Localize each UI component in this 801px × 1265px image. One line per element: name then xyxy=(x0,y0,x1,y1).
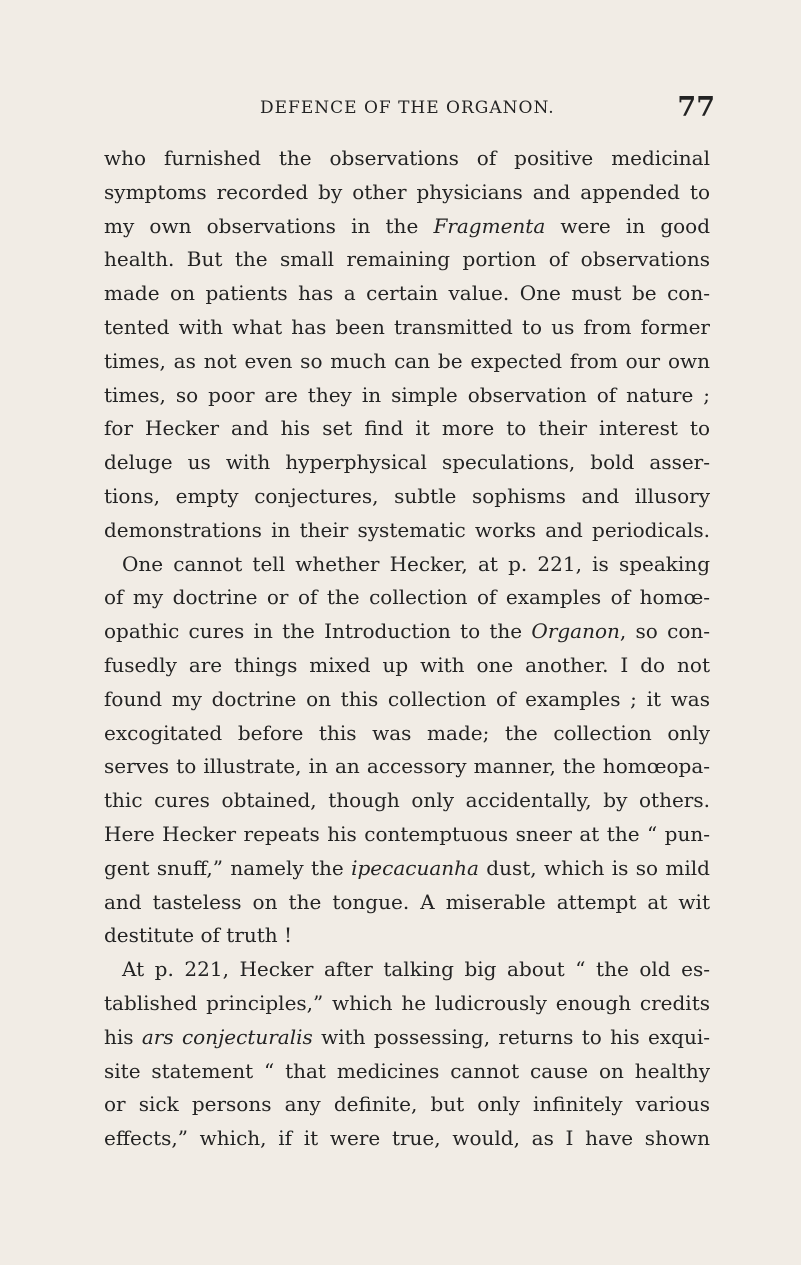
text-segment: symptoms recorded by other physicians and appended to xyxy=(104,179,710,204)
text-segment: effects,” which, if it were true, would, as I have shown xyxy=(104,1126,710,1151)
text-segment: my own observations in the xyxy=(104,213,434,238)
text-segment: , so con- xyxy=(619,619,710,644)
text-segment: deluge us with hyperphysical speculations, bold asser- xyxy=(104,450,710,475)
text-segment: health. But the small remaining portion of observations xyxy=(104,247,710,272)
text-segment: site statement “ that medicines cannot cause on healthy xyxy=(104,1058,710,1083)
text-line xyxy=(104,1122,710,1156)
italic-text: Fragmenta xyxy=(433,213,546,238)
text-line xyxy=(104,717,710,751)
text-segment: were in good xyxy=(545,213,711,238)
text-line xyxy=(104,1055,710,1089)
text-line xyxy=(104,886,710,920)
text-line xyxy=(104,548,710,582)
text-segment: destitute of truth ! xyxy=(104,923,293,948)
text-line xyxy=(104,412,710,446)
text-segment: dust, which is so mild xyxy=(478,855,710,880)
text-segment: gent snuff,” namely the xyxy=(104,855,352,880)
text-line xyxy=(104,919,710,953)
text-line xyxy=(104,615,710,649)
running-head xyxy=(260,92,715,126)
text-segment: his xyxy=(104,1024,142,1049)
italic-text: Organon xyxy=(531,619,620,644)
text-line xyxy=(104,649,710,683)
italic-text: ipecacuanha xyxy=(351,855,479,880)
text-line xyxy=(104,311,710,345)
text-segment: found my doctrine on this collection of examples ; it was xyxy=(104,686,710,711)
text-segment: excogitated before this was made; the collection only xyxy=(104,720,710,745)
text-segment: of my doctrine or of the collection of examples of homœ- xyxy=(104,585,710,610)
text-segment: demonstrations in their systematic works and periodicals. xyxy=(104,517,710,542)
text-segment: serves to illustrate, in an accessory manner, the homœopa- xyxy=(104,754,710,779)
text-line xyxy=(104,446,710,480)
text-line xyxy=(104,683,710,717)
text-segment: made on patients has a certain value. One must be con- xyxy=(104,281,710,306)
text-line xyxy=(104,514,710,548)
text-line xyxy=(104,345,710,379)
text-line xyxy=(104,243,710,277)
text-segment: times, so poor are they in simple observation of nature ; xyxy=(104,382,710,407)
text-segment: tions, empty conjectures, subtle sophisms and illusory xyxy=(104,483,710,508)
text-segment: and tasteless on the tongue. A miserable attempt at wit xyxy=(104,889,710,914)
text-line xyxy=(104,852,710,886)
text-segment: tented with what has been transmitted to us from former xyxy=(104,314,710,339)
text-line xyxy=(104,210,710,244)
page-number: 77 xyxy=(677,92,715,123)
text-line xyxy=(104,953,710,987)
text-line xyxy=(104,581,710,615)
text-line xyxy=(104,784,710,818)
text-line xyxy=(104,818,710,852)
text-line xyxy=(104,142,710,176)
running-title: DEFENCE OF THE ORGANON. xyxy=(260,98,555,118)
text-segment: for Hecker and his set find it more to their interest to xyxy=(104,416,710,441)
italic-text: ars conjecturalis xyxy=(141,1024,313,1049)
text-segment: times, as not even so much can be expected from our own xyxy=(104,348,710,373)
text-segment: thic cures obtained, though only accidentally, by others. xyxy=(104,788,710,813)
text-line xyxy=(104,480,710,514)
text-segment: or sick persons any definite, but only infinitely various xyxy=(104,1092,710,1117)
text-line xyxy=(104,1088,710,1122)
text-line xyxy=(104,1021,710,1055)
text-line xyxy=(104,987,710,1021)
text-line xyxy=(104,750,710,784)
text-line xyxy=(104,277,710,311)
text-segment: opathic cures in the Introduction to the xyxy=(104,619,532,644)
text-segment: At p. 221, Hecker after talking big about “ the old es- xyxy=(122,957,710,982)
text-segment: One cannot tell whether Hecker, at p. 221, is speaking xyxy=(122,551,710,576)
text-segment: Here Hecker repeats his contemptuous sneer at the “ pun- xyxy=(104,821,710,846)
text-line xyxy=(104,379,710,413)
body-text xyxy=(104,142,710,1156)
text-segment: who furnished the observations of positive medicinal xyxy=(104,146,710,170)
text-segment: tablished principles,” which he ludicrously enough credits xyxy=(104,990,710,1015)
text-segment: fusedly are things mixed up with one another. I do not xyxy=(104,652,710,677)
text-line xyxy=(104,176,710,210)
text-segment: with possessing, returns to his exqui- xyxy=(312,1024,710,1049)
